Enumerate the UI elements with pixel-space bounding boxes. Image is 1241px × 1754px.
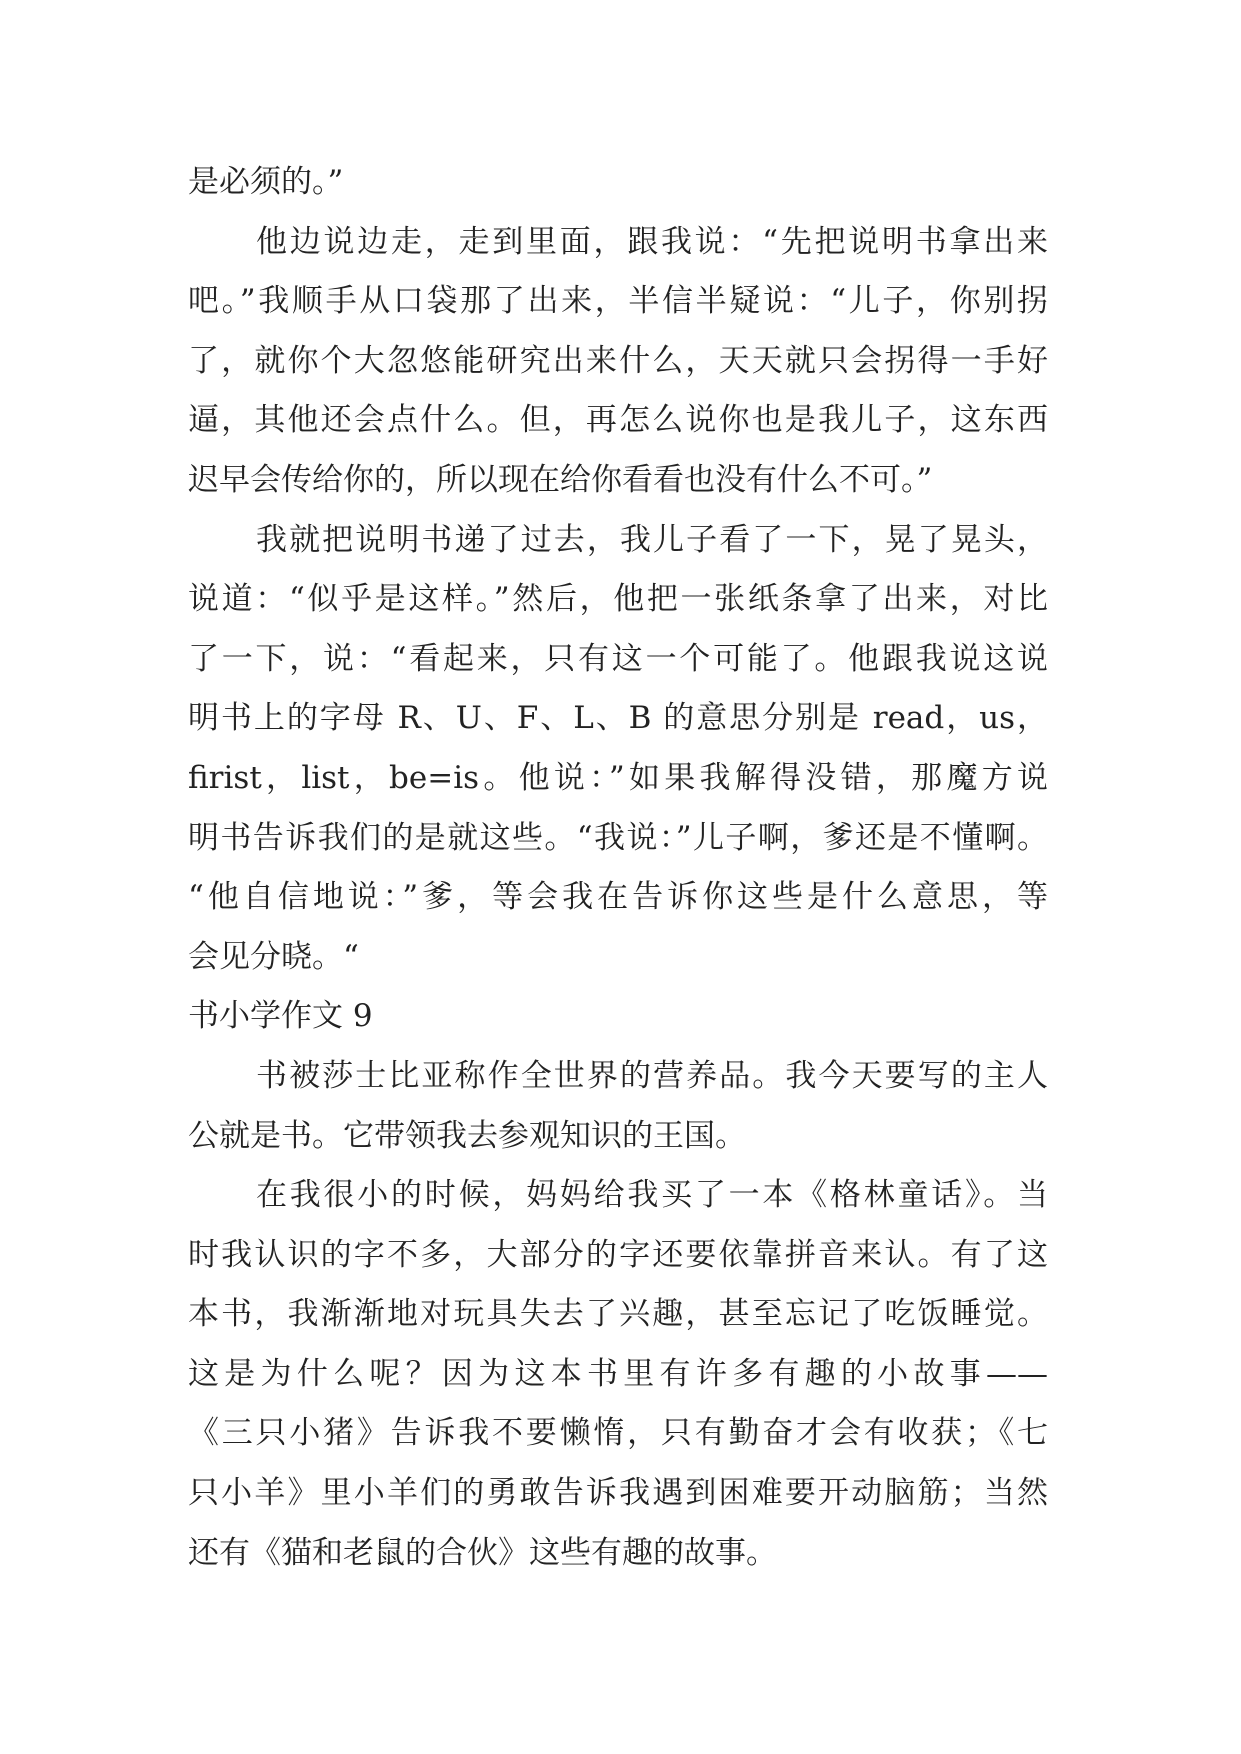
text-line: 公就是书。它带领我去参观知识的王国。 bbox=[188, 1117, 746, 1154]
text-line: 时我认识的字不多，大部分的字还要依靠拼音来认。有了这 bbox=[188, 1236, 1048, 1273]
text-line: 明书上的字母 R、U、F、L、B 的意思分别是 read，us， bbox=[188, 700, 1048, 737]
text-line: 是必须的。” bbox=[188, 164, 344, 200]
section-heading: 书小学作文 9 bbox=[188, 998, 373, 1035]
text-line: 迟早会传给你的，所以现在给你看看也没有什么不可。” bbox=[188, 461, 933, 498]
text-line: 会见分晓。“ bbox=[188, 938, 359, 975]
text-line: 《三只小猪》告诉我不要懒惰，只有勤奋才会有收获；《七 bbox=[188, 1415, 1048, 1452]
text-line: 了一下，说：“看起来，只有这一个可能了。他跟我说这说 bbox=[188, 640, 1048, 677]
text-line: firist，list，be=is。他说：”如果我解得没错，那魔方说 bbox=[188, 759, 1048, 796]
text-line: 说道：“似乎是这样。”然后，他把一张纸条拿了出来，对比 bbox=[188, 581, 1048, 618]
text-line: 我就把说明书递了过去，我儿子看了一下，晃了晃头， bbox=[256, 521, 1048, 558]
text-line: 他边说边走，走到里面，跟我说：“先把说明书拿出来 bbox=[256, 223, 1048, 260]
text-line: 还有《猫和老鼠的合伙》这些有趣的故事。 bbox=[188, 1534, 777, 1571]
text-line: 这是为什么呢？因为这本书里有许多有趣的小故事—— bbox=[188, 1355, 1048, 1392]
text-line: 了，就你个大忽悠能研究出来什么，天天就只会拐得一手好 bbox=[188, 342, 1048, 379]
text-line: 本书，我渐渐地对玩具失去了兴趣，甚至忘记了吃饭睡觉。 bbox=[188, 1296, 1048, 1333]
text-line: 在我很小的时候，妈妈给我买了一本《格林童话》。当 bbox=[256, 1177, 1048, 1214]
text-line: 逼，其他还会点什么。但，再怎么说你也是我儿子，这东西 bbox=[188, 402, 1048, 439]
text-line: 吧。”我顺手从口袋那了出来，半信半疑说：“儿子，你别拐 bbox=[188, 283, 1048, 320]
text-line: “他自信地说：”爹，等会我在告诉你这些是什么意思，等 bbox=[188, 879, 1048, 916]
text-line: 明书告诉我们的是就这些。“我说：”儿子啊，爹还是不懂啊。 bbox=[188, 819, 1048, 856]
document-body bbox=[188, 153, 1048, 1583]
text-line: 只小羊》里小羊们的勇敢告诉我遇到困难要开动脑筋；当然 bbox=[188, 1475, 1048, 1512]
text-line: 书被莎士比亚称作全世界的营养品。我今天要写的主人 bbox=[256, 1057, 1048, 1094]
